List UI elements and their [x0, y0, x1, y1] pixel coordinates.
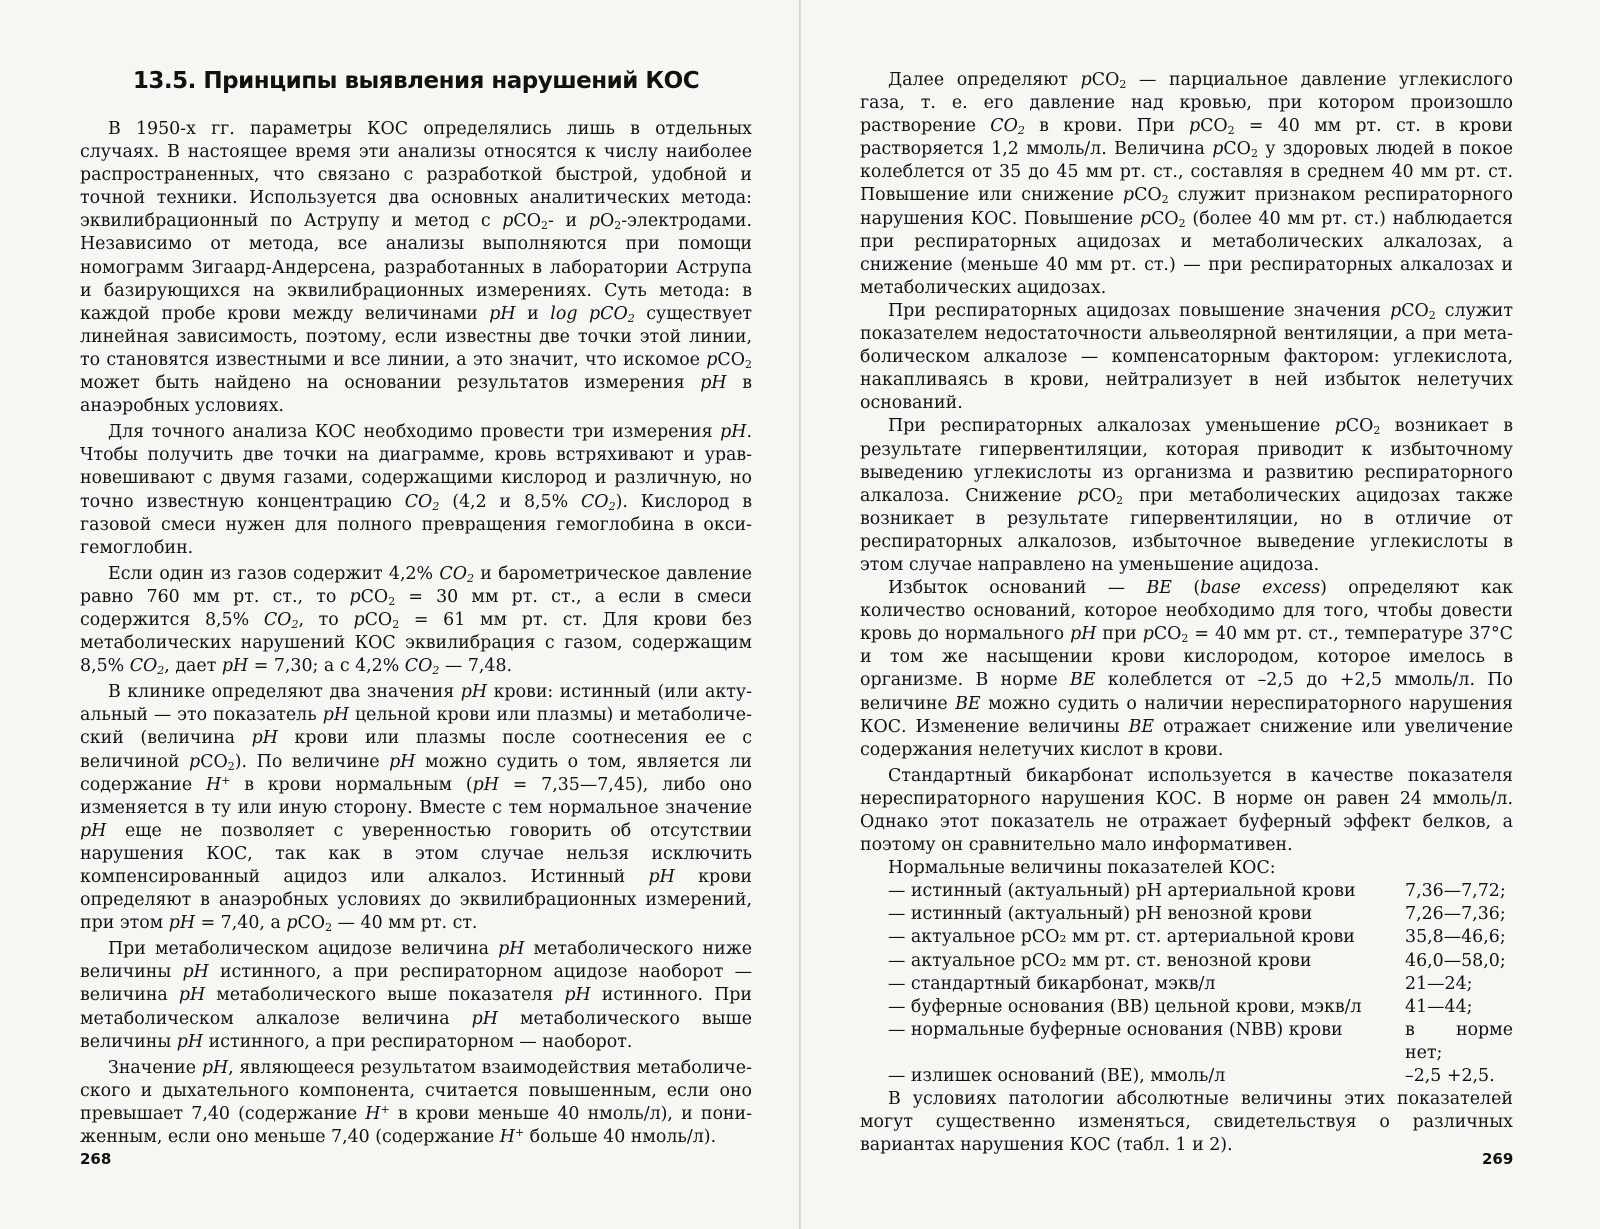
list-item: — актуальное pCO₂ мм рт. ст. артериальной крови 35,8—46,6; — [888, 927, 1506, 948]
paragraph: Стандартный бикарбонат используется в качестве показателя нереспираторного нарушения КОС. В норме он равен 24 ммоль/л. Однако этот показатель не отражает буферный эффект белков, а поэтому он сравнительно мало информативен. — [860, 765, 1513, 856]
list-item: — буферные основания (BB) цельной крови, мэкв/л 41—44; — [888, 996, 1473, 1017]
paragraph: При метаболическом ацидозе величина pH метаболического ниже величины pH истинного, а при респираторном ацидозе наоборот — величина pH метаболического выше показателя pH истинного. При метаболическом алкалозе величина pH метаболического выше величины pH истинного, а при респираторном — наоборот. — [80, 939, 753, 1052]
list-item: — стандартный бикарбонат, мэкв/л 21—24; — [888, 973, 1473, 994]
paragraph: Избыток оснований — BE (base excess) определяют как количество оснований, которое необходимо для того, чтобы довести кровь до нормального pH при pCO$_2$ = 40 мм рт. ст., температуре 37°С и том же насыщении крови кислородом, которое имелось в организме. В норме BE колеблется от –2,5 до +2,5 ммоль/л. По величине BE можно судить о наличии нереспираторного нарушения КОС. Изменение величины BE отражает снижение или увеличение содержания нелетучих кислот в крови. — [860, 578, 1513, 760]
right-column-text — [860, 69, 1513, 1157]
paragraph: В условиях патологии абсолютные величины этих показателей могут существенно изменяться, свидетельствуя о различных вариантах нарушения КОС (табл. 1 и 2). — [860, 1089, 1513, 1156]
list-intro: Нормальные величины показателей КОС: — [888, 858, 1276, 879]
left-column-text — [80, 118, 752, 1149]
paragraph: Если один из газов содержит 4,2% $CO_2$ и барометрическое давление равно 760 мм рт. ст., то pCO$_2$ = 30 мм рт. ст., а если в смеси содержится 8,5% $CO_2$, то pCO$_2$ = 61 мм рт. ст. Для крови без метаболических нарушений КОС эквилибрация с газом, содержащим 8,5% $CO_2$, дает pH = 7,30; а с 4,2% $CO_2$ — 7,48. — [80, 563, 752, 678]
page-number: 269 — [1482, 1150, 1514, 1168]
list-item: — нормальные буферные основания (NBB) крови в норме нет; — [888, 1019, 1513, 1063]
list-item: — истинный (актуальный) pH артериальной крови 7,36—7,72; — [888, 881, 1506, 902]
section-heading: 13.5. Принципы выявления нарушений КОС — [132, 68, 700, 94]
right-page — [800, 0, 1600, 1229]
paragraph: Значение pH, являющееся результатом взаимодействия метаболического и дыхательного компонента, считается повышенным, если оно превышает 7,40 (содержание H+ в крови меньше 40 нмоль/л), и пониженным, если оно меньше 7,40 (содержание H+ больше 40 нмоль/л). — [80, 1057, 752, 1148]
page-number: 268 — [80, 1150, 112, 1168]
paragraph: При респираторных алкалозах уменьшение pCO$_2$ возникает в результате гипервентиляции, которая приводит к избыточному выведению углекислоты из организма и развитию респираторного алкалоза. Снижение pCO$_2$ при метаболических ацидозах также возникает в результате гипервентиляции, но в отличие от респираторных алкалозов, избыточное выведение углекислоты в этом случае направлено на уменьшение ацидоза. — [860, 416, 1513, 575]
norms-list — [860, 880, 1513, 1088]
list-item: — истинный (актуальный) pH венозной крови 7,26—7,36; — [888, 904, 1506, 925]
paragraph: Для точного анализа КОС необходимо провести три измерения pH. Чтобы получить две точки на диаграмме, кровь встряхивают и уравновешивают с двумя газами, содержащими кислород и различную, но точно известную концентрацию $CO_2$ (4,2 и 8,5% $CO_2$). Кислород в газовой смеси нужен для полного превращения гемоглобина в оксигемоглобин. — [80, 422, 753, 558]
list-item: — актуальное pCO₂ мм рт. ст. венозной крови 46,0—58,0; — [888, 950, 1506, 971]
paragraph: В клинике определяют два значения pH крови: истинный (или актуальный — это показатель pH цельной крови или плазмы) и метаболический (величина pH крови или плазмы после соотнесения ее с величиной pCO$_2$). По величине pH можно судить о том, является ли содержание H+ в крови нормальным (pH = 7,35—7,45), либо оно изменяется в ту или иную сторону. Вместе с тем нормальное значение pH еще не позволяет с уверенностью говорить об отсутствии нарушения КОС, так как в этом случае нельзя исключить компенсированный ацидоз или алкалоз. Истинный pH крови определяют в анаэробных условиях до эквилибрационных измерений, при этом pH = 7,40, а pCO$_2$ — 40 мм рт. ст. — [80, 682, 752, 935]
paragraph: При респираторных ацидозах повышение значения pCO$_2$ служит показателем недостаточности альвеолярной вентиляции, а при метаболическом алкалозе — компенсаторным фактором: углекислота, накапливаясь в крови, нейтрализует в ней избыток нелетучих оснований. — [860, 300, 1513, 414]
list-item: — излишек оснований (BE), ммоль/л –2,5 +2,5. — [888, 1066, 1495, 1087]
paragraph: В 1950-х гг. параметры КОС определялись лишь в отдельных случаях. В настоящее время эти анализы относятся к числу наиболее распространенных, что связано с разработкой быстрой, удобной и точной техники. Используется два основных аналитических метода: эквилибрационный по Аструпу и метод с pCO$_2$- и $pO_2$-электродами. Независимо от метода, все анализы выполняются при помощи номограмм Зигаард-Андерсена, разработанных в лаборатории Аструпа и базирующихся на эквилибрационных измерениях. Суть метода: в каждой пробе крови между величинами pH и log pCO$_2$ существует линейная зависимость, поэтому, если известны две точки этой линии, то становятся известными и все линии, а это значит, что искомое pCO$_2$ может быть найдено на основании результатов измерения pH в анаэробных условиях. — [80, 119, 752, 417]
paragraph: Далее определяют pCO$_2$ — парциальное давление углекислого газа, т. е. его давление над кровью, при котором произошло растворение $CO_2$ в крови. При pCO$_2$ = 40 мм рт. ст. в крови растворяется 1,2 ммоль/л. Величина pCO$_2$ у здоровых людей в покое колеблется от 35 до 45 мм рт. ст., составляя в среднем 40 мм рт. ст. Повышение или снижение pCO$_2$ служит признаком респираторного нарушения КОС. Повышение pCO$_2$ (более 40 мм рт. ст.) наблюдается при респираторных ацидозах и метаболических алкалозах, а снижение (меньше 40 мм рт. ст.) — при респираторных алкалозах и метаболических ацидозах. — [860, 70, 1514, 298]
